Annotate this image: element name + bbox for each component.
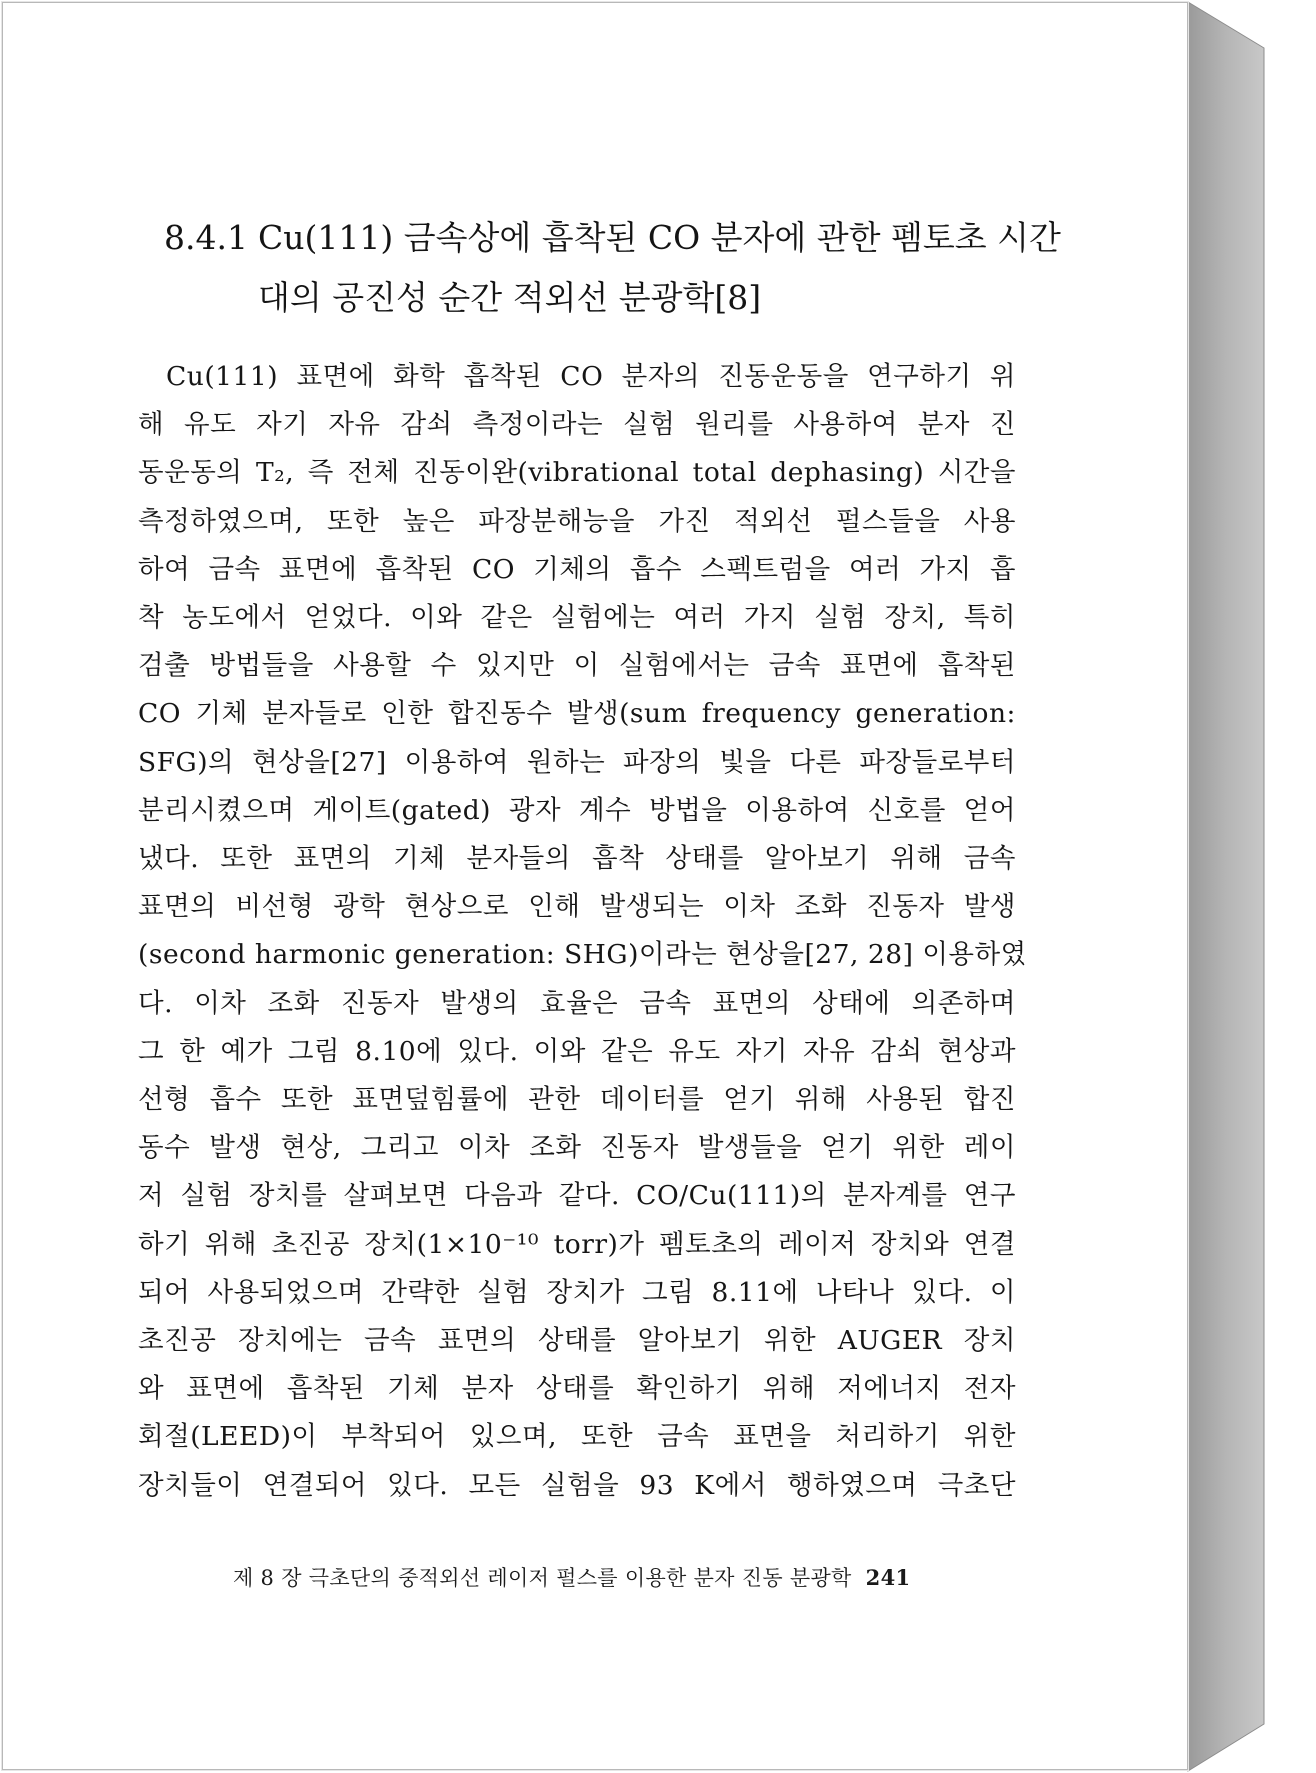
body-line: 동수 발생 현상, 그리고 이차 조화 진동자 발생들을 얻기 위한 레이 (138, 1132, 1016, 1164)
body-line: 검출 방법들을 사용할 수 있지만 이 실험에서는 금속 표면에 흡착된 (138, 650, 1016, 682)
running-title: 제 8 장 극초단의 중적외선 레이저 펄스를 이용한 분자 진동 분광학 (233, 1566, 852, 1590)
section-title-part-1: Cu(111) 금속상에 흡착된 CO 분자에 관한 펨토초 시간 (258, 218, 1061, 257)
body-line: (second harmonic generation: SHG)이라는 현상을[27, 28] 이용하였 (138, 939, 1027, 971)
body-line: 와 표면에 흡착된 기체 분자 상태를 확인하기 위해 저에너지 전자 (138, 1373, 1016, 1405)
body-line: 다. 이차 조화 진동자 발생의 효율은 금속 표면의 상태에 의존하며 (138, 987, 1016, 1019)
body-line: CO 기체 분자들로 인한 합진동수 발생(sum frequency generation: (138, 698, 1016, 730)
body-line: 하기 위해 초진공 장치(1×10⁻¹⁰ torr)가 펨토초의 레이저 장치와 연결 (138, 1228, 1016, 1260)
body-paragraph (138, 353, 1027, 1510)
body-line: 선형 흡수 또한 표면덮힘률에 관한 데이터를 얻기 위해 사용된 합진 (138, 1084, 1016, 1116)
book-page (2, 2, 1188, 1770)
body-line: 저 실험 장치를 살펴보면 다음과 같다. CO/Cu(111)의 분자계를 연구 (138, 1180, 1016, 1212)
section-number: 8.4.1 (164, 218, 248, 257)
body-line: 동운동의 T₂, 즉 전체 진동이완(vibrational total dephasing) 시간을 (138, 457, 1016, 489)
page-number: 241 (865, 1565, 911, 1590)
section-heading-line-1 (164, 208, 1061, 268)
book-side-face (1188, 2, 1264, 1771)
section-heading-line-2 (164, 268, 1044, 328)
body-line: Cu(111) 표면에 화학 흡착된 CO 분자의 진동운동을 연구하기 위 (166, 361, 1016, 392)
body-line: 회절(LEED)이 부착되어 있으며, 또한 금속 표면을 처리하기 위한 (138, 1421, 1016, 1453)
body-line: 되어 사용되었으며 간략한 실험 장치가 그림 8.11에 나타나 있다. 이 (138, 1276, 1016, 1308)
body-line: 분리시켰으며 게이트(gated) 광자 계수 방법을 이용하여 신호를 얻어 (138, 794, 1016, 826)
body-line: 측정하였으며, 또한 높은 파장분해능을 가진 적외선 펄스들을 사용 (138, 505, 1016, 537)
body-line: 하여 금속 표면에 흡착된 CO 기체의 흡수 스펙트럼을 여러 가지 흡 (138, 553, 1016, 585)
page-footer (233, 1563, 993, 1593)
body-line: 장치들이 연결되어 있다. 모든 실험을 93 K에서 행하였으며 극초단 (138, 1469, 1016, 1501)
body-line: SFG)의 현상을[27] 이용하여 원하는 파장의 빛을 다른 파장들로부터 (138, 746, 1016, 778)
section-heading (164, 208, 1061, 328)
body-line: 냈다. 또한 표면의 기체 분자들의 흡착 상태를 알아보기 위해 금속 (138, 843, 1016, 875)
body-line: 착 농도에서 얻었다. 이와 같은 실험에는 여러 가지 실험 장치, 특히 (138, 602, 1016, 634)
body-line: 초진공 장치에는 금속 표면의 상태를 알아보기 위한 AUGER 장치 (138, 1325, 1016, 1357)
body-line: 그 한 예가 그림 8.10에 있다. 이와 같은 유도 자기 자유 감쇠 현상과 (138, 1035, 1016, 1067)
section-title-part-2: 대의 공진성 순간 적외선 분광학[8] (258, 278, 762, 317)
body-line: 해 유도 자기 자유 감쇠 측정이라는 실험 원리를 사용하여 분자 진 (138, 409, 1016, 441)
body-line: 표면의 비선형 광학 현상으로 인해 발생되는 이차 조화 진동자 발생 (138, 891, 1016, 923)
